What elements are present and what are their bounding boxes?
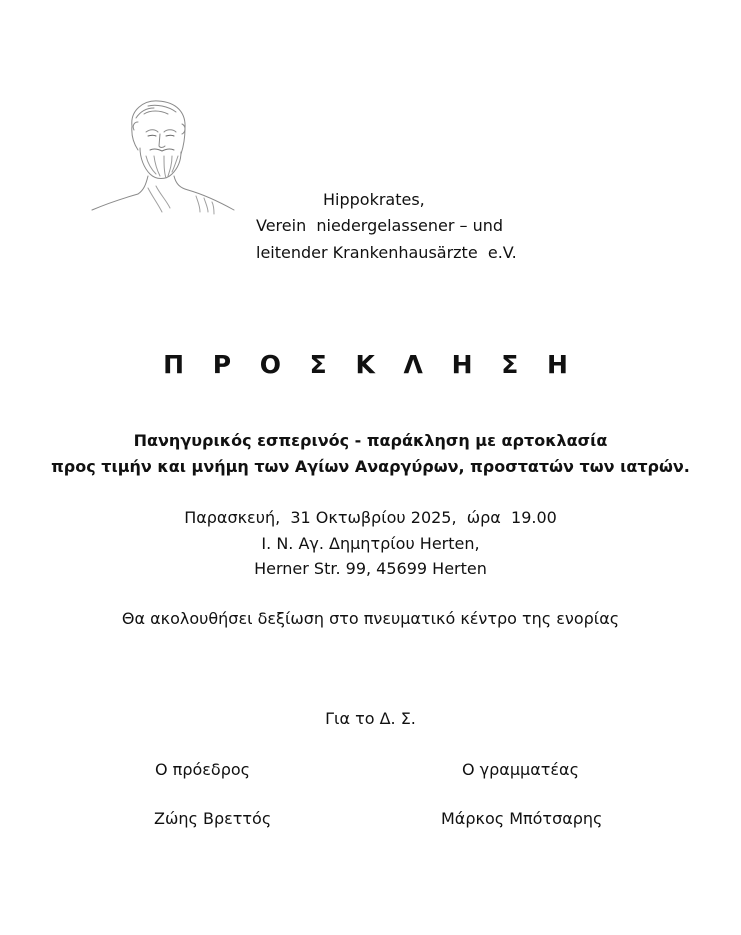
event-address: Herner Str. 99, 45699 Herten xyxy=(254,559,487,578)
org-subtitle-2: leitender Krankenhausärzte e.V. xyxy=(256,243,517,262)
event-line-1: Πανηγυρικός εσπερινός - παράκληση με αρτοκλασία xyxy=(133,431,608,450)
event-datetime: Παρασκευή, 31 Οκτωβρίου 2025, ώρα 19.00 xyxy=(184,508,557,527)
on-behalf-of-board: Για το Δ. Σ. xyxy=(325,709,416,728)
hippocrates-bust-logo xyxy=(88,96,238,216)
president-role: Ο πρόεδρος xyxy=(155,760,251,779)
reception-note: Θα ακολουθήσει δεξίωση στο πνευματικό κέντρο της ενορίας xyxy=(121,609,620,628)
event-church: Ι. Ν. Αγ. Δημητρίου Herten, xyxy=(261,534,480,553)
org-subtitle: Verein niedergelassener – und xyxy=(256,216,504,235)
org-name: Hippokrates, xyxy=(323,190,425,209)
invitation-title: Π Ρ Ο Σ Κ Λ Η Σ Η xyxy=(163,350,578,379)
president-name: Ζώης Βρεττός xyxy=(154,809,272,828)
secretary-role: Ο γραμματέας xyxy=(462,760,579,779)
event-line-2: προς τιμήν και μνήμη των Αγίων Αναργύρων, προστατών των ιατρών. xyxy=(51,457,690,476)
secretary-name: Μάρκος Μπότσαρης xyxy=(441,809,603,828)
